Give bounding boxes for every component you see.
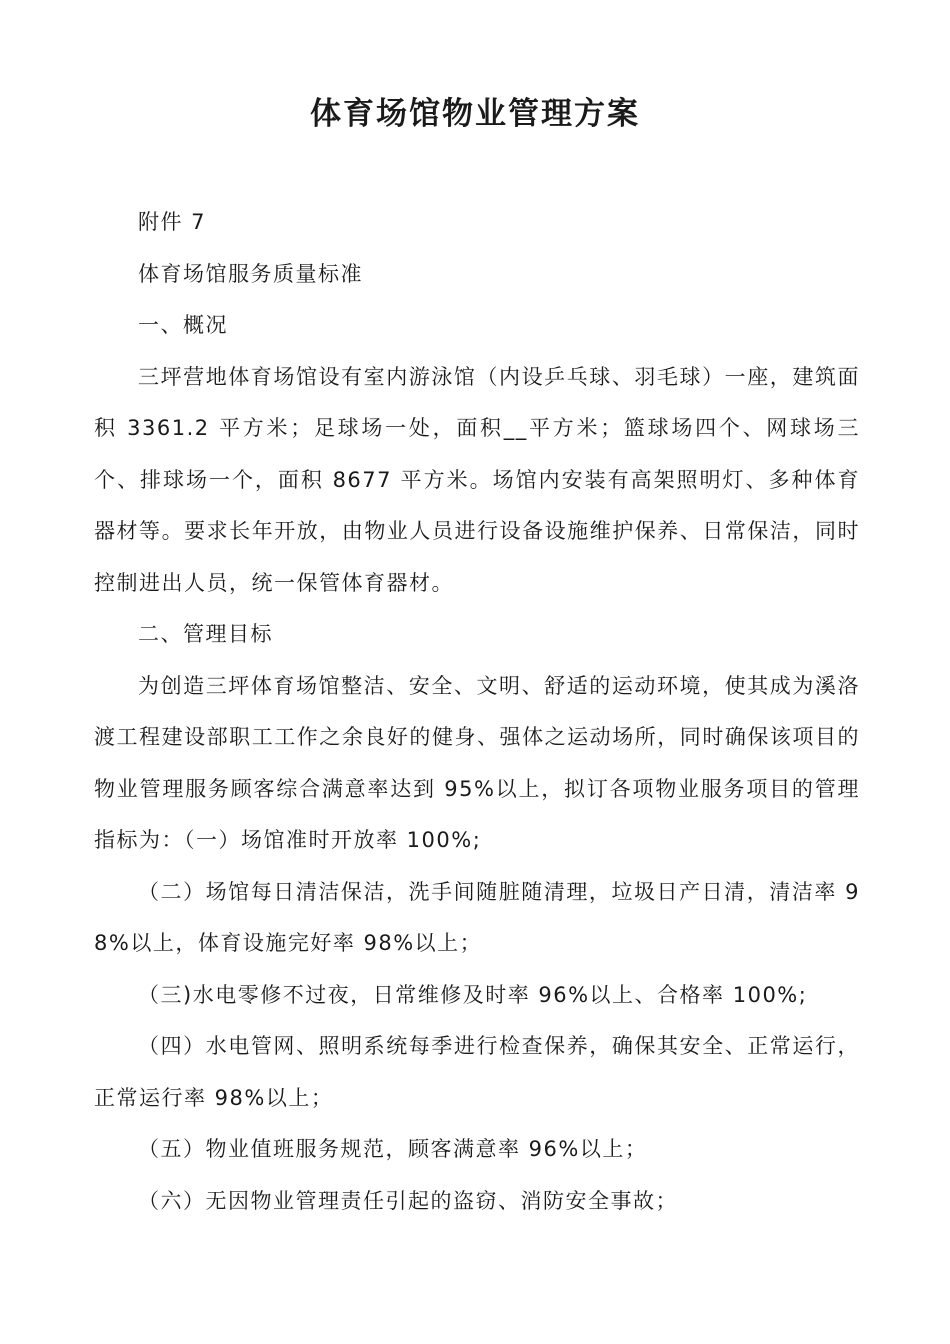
document-body — [94, 197, 860, 1227]
paragraph-goals: 为创造三坪体育场馆整洁、安全、文明、舒适的运动环境，使其成为溪洛渡工程建设部职工工作之余良好的健身、强体之运动场所，同时确保该项目的物业管理服务顾客综合满意率达到 95%以上，拟订各项物业服务项目的管理指标为：（一）场馆准时开放率 100%; — [94, 673, 860, 852]
paragraph-item-4: （四）水电管网、照明系统每季进行检查保养，确保其安全、正常运行，正常运行率 98%以上； — [94, 1034, 860, 1110]
paragraph-overview: 三坪营地体育场馆设有室内游泳馆（内设乒乓球、羽毛球）一座，建筑面积 3361.2 平方米；足球场一处，面积__平方米；篮球场四个、网球场三个、排球场一个，面积 8677 平方米。场馆内安装有高架照明灯、多种体育器材等。要求长年开放，由物业人员进行设备设施维护保养、日常保洁，同时控制进出人员，统一保管体育器材。 — [94, 364, 860, 595]
section-heading-overview: 一、概况 — [138, 313, 228, 337]
paragraph-item-2: （二）场馆每日清洁保洁，洗手间随脏随清理，垃圾日产日清，清洁率 98%以上，体育设施完好率 98%以上； — [94, 879, 860, 955]
section-heading: 体育场馆服务质量标准 — [138, 261, 363, 286]
paragraph-item-6: （六）无因物业管理责任引起的盗窃、消防安全事故； — [138, 1188, 678, 1213]
section-heading-goals: 二、管理目标 — [138, 622, 273, 646]
paragraph-item-5: （五）物业值班服务规范，顾客满意率 96%以上； — [138, 1137, 648, 1161]
attachment-label: 附件 7 — [138, 210, 207, 234]
paragraph-item-3: （三)水电零修不过夜，日常维修及时率 96%以上、合格率 100%; — [138, 982, 808, 1007]
document-title: 体育场馆物业管理方案 — [310, 96, 640, 132]
